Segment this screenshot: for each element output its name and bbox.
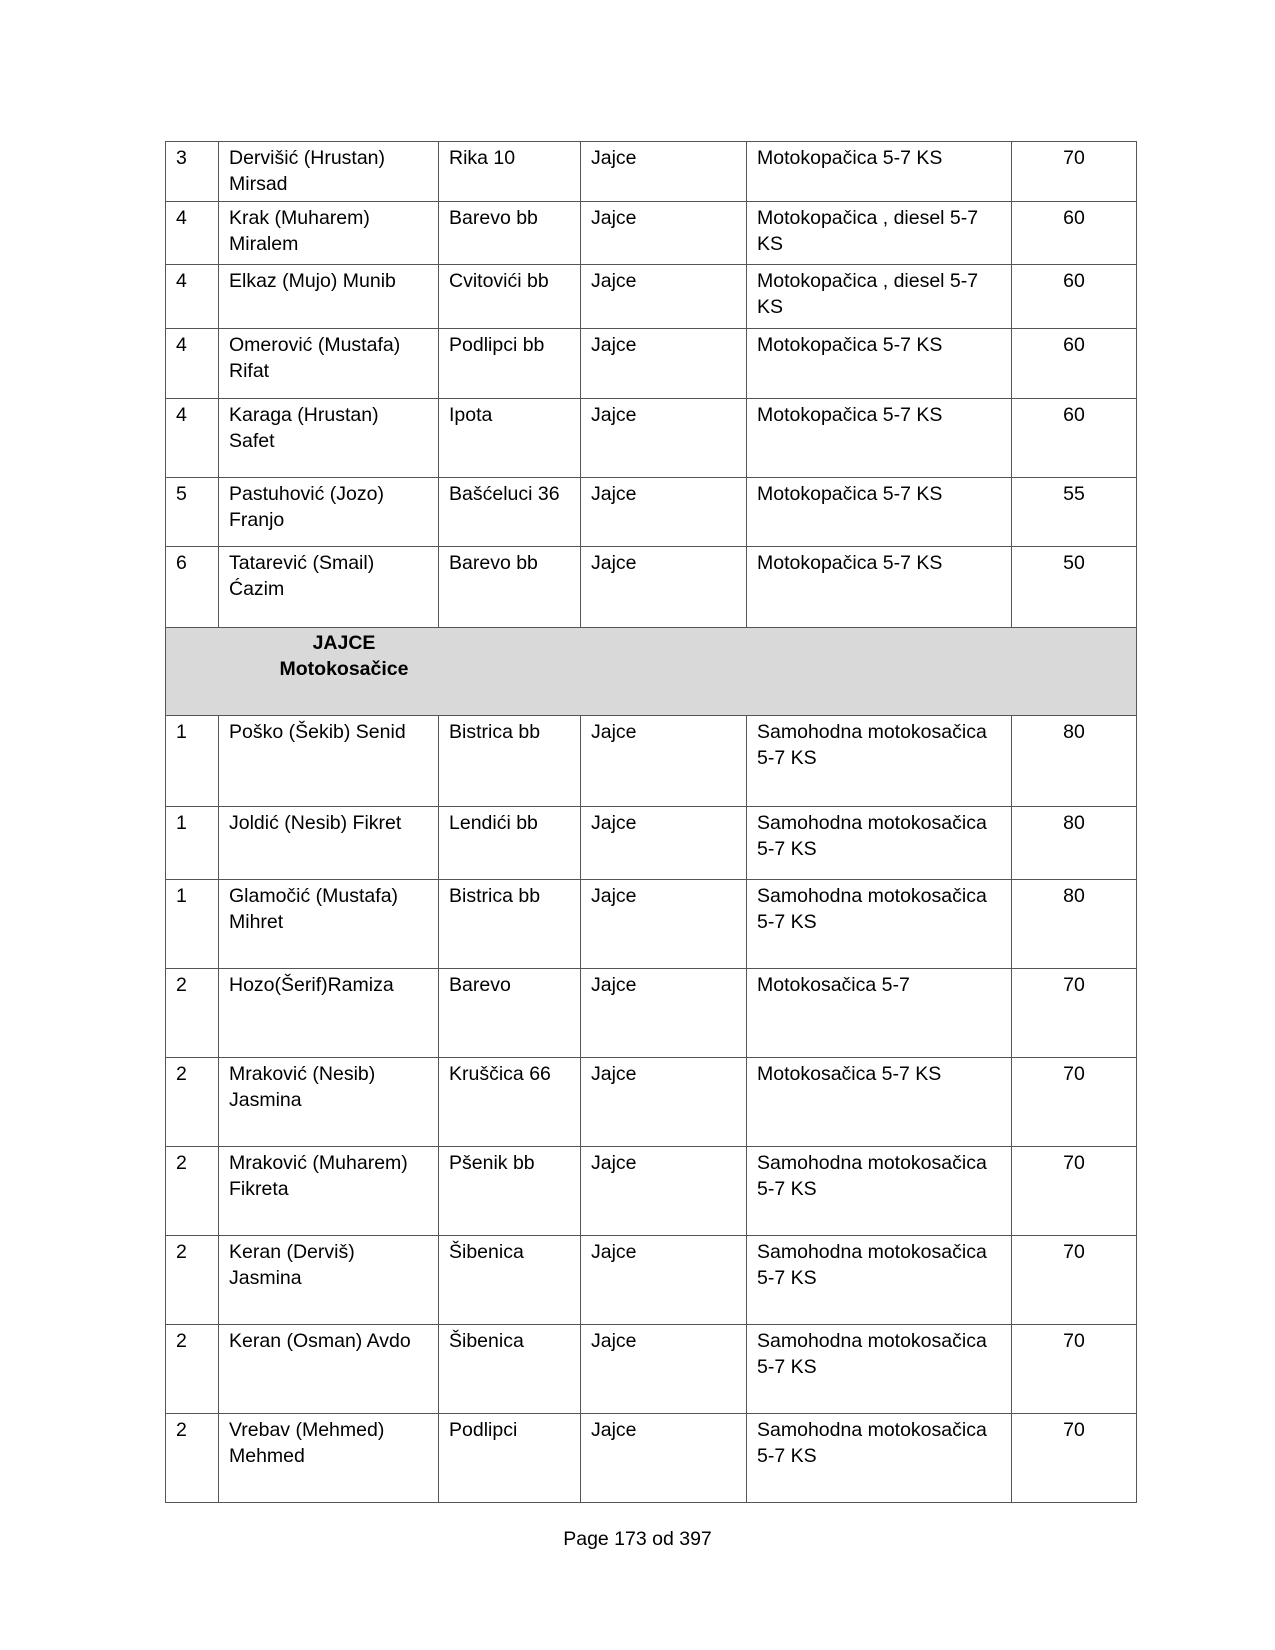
points-cell: 50 — [1012, 547, 1137, 628]
points-cell: 70 — [1012, 1058, 1137, 1147]
address-cell: Bistrica bb — [439, 716, 581, 807]
page-number-footer: Page 173 od 397 — [563, 1528, 712, 1550]
table-row — [166, 1414, 1137, 1503]
address-cell: Bašćeluci 36 — [439, 478, 581, 547]
city-cell: Jajce — [581, 202, 747, 265]
rank-cell: 2 — [166, 1325, 219, 1414]
rank-cell: 1 — [166, 716, 219, 807]
item-cell: Motokopačica 5-7 KS — [747, 478, 1012, 547]
points-cell: 70 — [1012, 142, 1137, 202]
item-cell: Samohodna motokosačica 5-7 KS — [747, 807, 1012, 880]
name-cell: Mraković (Nesib) Jasmina — [219, 1058, 439, 1147]
item-cell: Motokopačica 5-7 KS — [747, 399, 1012, 478]
address-cell: Šibenica — [439, 1325, 581, 1414]
address-cell: Bistrica bb — [439, 880, 581, 969]
address-cell: Podlipci — [439, 1414, 581, 1503]
city-cell: Jajce — [581, 880, 747, 969]
name-cell: Keran (Derviš) Jasmina — [219, 1236, 439, 1325]
city-cell: Jajce — [581, 1414, 747, 1503]
item-cell: Samohodna motokosačica 5-7 KS — [747, 716, 1012, 807]
city-cell: Jajce — [581, 399, 747, 478]
points-cell: 70 — [1012, 1147, 1137, 1236]
name-cell: Poško (Šekib) Senid — [219, 716, 439, 807]
address-cell: Cvitovići bb — [439, 265, 581, 329]
points-cell: 60 — [1012, 399, 1137, 478]
table-row — [166, 1236, 1137, 1325]
applicants-table — [165, 141, 1137, 1503]
item-cell: Motokosačica 5-7 — [747, 969, 1012, 1058]
name-cell: Vrebav (Mehmed) Mehmed — [219, 1414, 439, 1503]
table-row — [166, 1325, 1137, 1414]
item-cell: Samohodna motokosačica 5-7 KS — [747, 1414, 1012, 1503]
points-cell: 70 — [1012, 1325, 1137, 1414]
address-cell: Barevo bb — [439, 202, 581, 265]
points-cell: 80 — [1012, 807, 1137, 880]
section-header-cell — [166, 628, 1137, 716]
rank-cell: 4 — [166, 329, 219, 399]
name-cell: Pastuhović (Jozo) Franjo — [219, 478, 439, 547]
address-cell: Barevo — [439, 969, 581, 1058]
points-cell: 60 — [1012, 202, 1137, 265]
table-row — [166, 478, 1137, 547]
rank-cell: 2 — [166, 1147, 219, 1236]
points-cell: 80 — [1012, 716, 1137, 807]
city-cell: Jajce — [581, 716, 747, 807]
item-cell: Motokosačica 5-7 KS — [747, 1058, 1012, 1147]
item-cell: Samohodna motokosačica 5-7 KS — [747, 1236, 1012, 1325]
table-row — [166, 329, 1137, 399]
points-cell: 70 — [1012, 969, 1137, 1058]
section-municipality: JAJCE — [312, 632, 376, 654]
rank-cell: 4 — [166, 265, 219, 329]
city-cell: Jajce — [581, 329, 747, 399]
table-row — [166, 807, 1137, 880]
section-header-row — [166, 628, 1137, 716]
section-title — [176, 630, 434, 682]
table-row — [166, 969, 1137, 1058]
table-row — [166, 142, 1137, 202]
city-cell: Jajce — [581, 1325, 747, 1414]
name-cell: Omerović (Mustafa) Rifat — [219, 329, 439, 399]
city-cell: Jajce — [581, 1058, 747, 1147]
name-cell: Dervišić (Hrustan) Mirsad — [219, 142, 439, 202]
rank-cell: 2 — [166, 1414, 219, 1503]
table-row — [166, 202, 1137, 265]
name-cell: Hozo(Šerif)Ramiza — [219, 969, 439, 1058]
city-cell: Jajce — [581, 547, 747, 628]
name-cell: Keran (Osman) Avdo — [219, 1325, 439, 1414]
item-cell: Samohodna motokosačica 5-7 KS — [747, 1325, 1012, 1414]
name-cell: Mraković (Muharem) Fikreta — [219, 1147, 439, 1236]
city-cell: Jajce — [581, 265, 747, 329]
name-cell: Tatarević (Smail) Ćazim — [219, 547, 439, 628]
city-cell: Jajce — [581, 969, 747, 1058]
city-cell: Jajce — [581, 478, 747, 547]
rank-cell: 2 — [166, 1236, 219, 1325]
points-cell: 55 — [1012, 478, 1137, 547]
rank-cell: 4 — [166, 399, 219, 478]
table-row — [166, 265, 1137, 329]
address-cell: Lendići bb — [439, 807, 581, 880]
item-cell: Motokopačica 5-7 KS — [747, 329, 1012, 399]
city-cell: Jajce — [581, 142, 747, 202]
points-cell: 60 — [1012, 329, 1137, 399]
rank-cell: 1 — [166, 880, 219, 969]
name-cell: Joldić (Nesib) Fikret — [219, 807, 439, 880]
table-row — [166, 399, 1137, 478]
table-body — [166, 142, 1137, 1503]
points-cell: 60 — [1012, 265, 1137, 329]
address-cell: Barevo bb — [439, 547, 581, 628]
rank-cell: 4 — [166, 202, 219, 265]
name-cell: Elkaz (Mujo) Munib — [219, 265, 439, 329]
rank-cell: 2 — [166, 969, 219, 1058]
points-cell: 80 — [1012, 880, 1137, 969]
name-cell: Karaga (Hrustan) Safet — [219, 399, 439, 478]
name-cell: Krak (Muharem) Miralem — [219, 202, 439, 265]
address-cell: Podlipci bb — [439, 329, 581, 399]
points-cell: 70 — [1012, 1414, 1137, 1503]
address-cell: Kruščica 66 — [439, 1058, 581, 1147]
rank-cell: 1 — [166, 807, 219, 880]
table-row — [166, 1058, 1137, 1147]
table-row — [166, 716, 1137, 807]
item-cell: Samohodna motokosačica 5-7 KS — [747, 1147, 1012, 1236]
city-cell: Jajce — [581, 807, 747, 880]
city-cell: Jajce — [581, 1147, 747, 1236]
rank-cell: 2 — [166, 1058, 219, 1147]
points-cell: 70 — [1012, 1236, 1137, 1325]
item-cell: Motokopačica 5-7 KS — [747, 142, 1012, 202]
rank-cell: 6 — [166, 547, 219, 628]
address-cell: Rika 10 — [439, 142, 581, 202]
rank-cell: 3 — [166, 142, 219, 202]
rank-cell: 5 — [166, 478, 219, 547]
section-category: Motokosačice — [279, 658, 409, 680]
item-cell: Motokopačica , diesel 5-7 KS — [747, 265, 1012, 329]
address-cell: Pšenik bb — [439, 1147, 581, 1236]
address-cell: Šibenica — [439, 1236, 581, 1325]
table-row — [166, 1147, 1137, 1236]
table-row — [166, 880, 1137, 969]
item-cell: Motokopačica 5-7 KS — [747, 547, 1012, 628]
name-cell: Glamočić (Mustafa) Mihret — [219, 880, 439, 969]
item-cell: Samohodna motokosačica 5-7 KS — [747, 880, 1012, 969]
city-cell: Jajce — [581, 1236, 747, 1325]
item-cell: Motokopačica , diesel 5-7 KS — [747, 202, 1012, 265]
table-row — [166, 547, 1137, 628]
address-cell: Ipota — [439, 399, 581, 478]
